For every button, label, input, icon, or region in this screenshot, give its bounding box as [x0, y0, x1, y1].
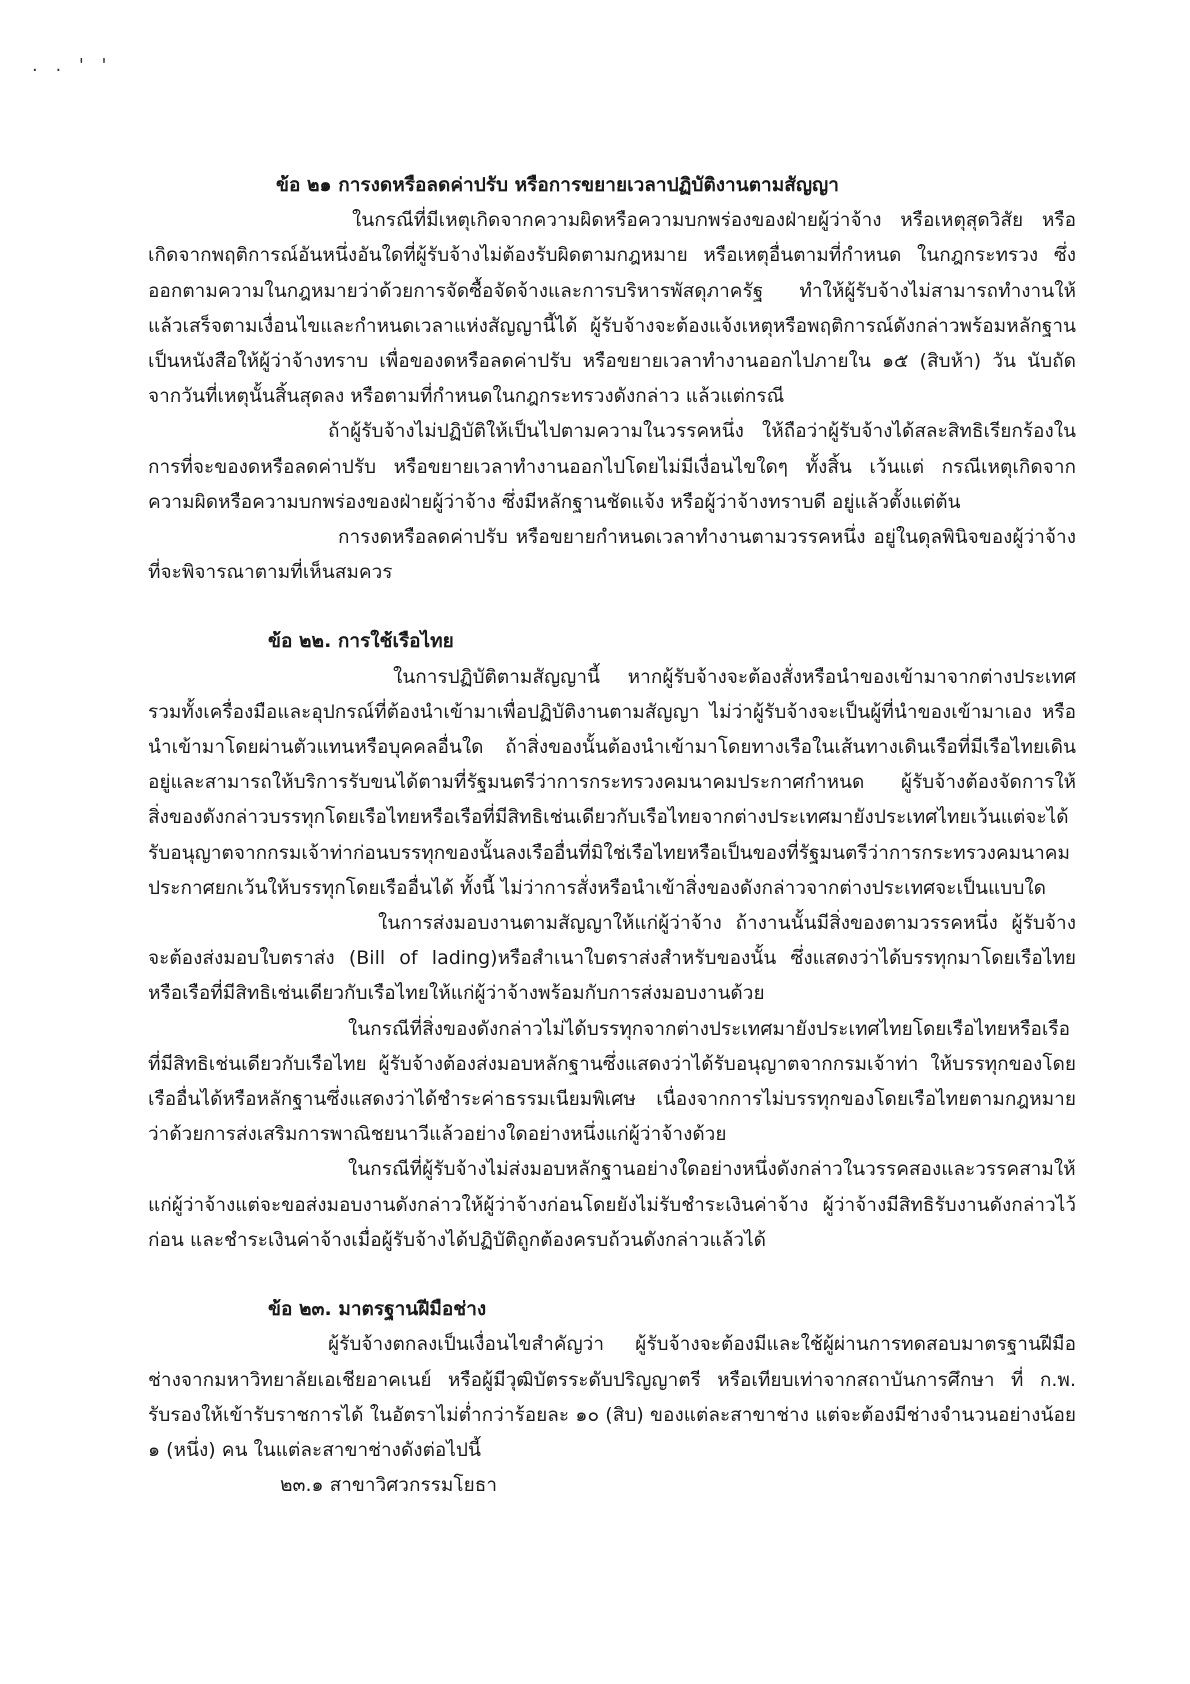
section-22-paragraph-2: ในการส่งมอบงานตามสัญญาให้แก่ผู้ว่าจ้าง ถ้างานนั้นมีสิ่งของตามวรรคหนึ่ง ผู้รับจ้างจะต้องส่งมอบใบตราส่ง (Bill of lading)หรือสำเนาใบตราส่งสำหรับของนั้น ซึ่งแสดงว่าได้บรรทุกมาโดยเรือไทยหรือเรือที่มีสิทธิเช่นเดียวกับเรือไทยให้แก่ผู้ว่าจ้างพร้อมกับการส่งมอบงานด้วย: [148, 912, 1076, 1005]
section-21-heading: ข้อ ๒๑ การงดหรือลดค่าปรับ หรือการขยายเวลาปฏิบัติงานตามสัญญา: [276, 174, 839, 196]
section-21-paragraph-2: ถ้าผู้รับจ้างไม่ปฏิบัติให้เป็นไปตามความในวรรคหนึ่ง ให้ถือว่าผู้รับจ้างได้สละสิทธิเรียกร้องในการที่จะของดหรือลดค่าปรับ หรือขยายเวลาทำงานออกไปโดยไม่มีเงื่อนไขใดๆ ทั้งสิ้น เว้นแต่ กรณีเหตุเกิดจากความผิดหรือความบกพร่องของฝ่ายผู้ว่าจ้าง ซึ่งมีหลักฐานชัดแจ้ง หรือผู้ว่าจ้างทราบดี อยู่แล้วตั้งแต่ต้น: [148, 420, 1076, 513]
section-22-paragraph-1: ในการปฏิบัติตามสัญญานี้ หากผู้รับจ้างจะต้องสั่งหรือนำของเข้ามาจากต่างประเทศ รวมทั้งเครื่องมือและอุปกรณ์ที่ต้องนำเข้ามาเพื่อปฏิบัติงานตามสัญญา ไม่ว่าผู้รับจ้างจะเป็นผู้ที่นำของเข้ามาเอง หรือนำเข้ามาโดยผ่านตัวแทนหรือบุคคลอื่นใด ถ้าสิ่งของนั้นต้องนำเข้ามาโดยทางเรือในเส้นทางเดินเรือที่มีเรือไทยเดินอยู่และสามารถให้บริการรับขนได้ตามที่รัฐมนตรีว่าการกระทรวงคมนาคมประกาศกำหนด ผู้รับจ้างต้องจัดการให้สิ่งของดังกล่าวบรรทุกโดยเรือไทยหรือเรือที่มีสิทธิเช่นเดียวกับเรือไทยจากต่างประเทศมายังประเทศไทยเว้นแต่จะได้รับอนุญาตจากกรมเจ้าท่าก่อนบรรทุกของนั้นลงเรืออื่นที่มิใช่เรือไทยหรือเป็นของที่รัฐมนตรีว่าการกระทรวงคมนาคมประกาศยกเว้นให้บรรทุกโดยเรืออื่นได้ ทั้งนี้ ไม่ว่าการสั่งหรือนำเข้าสิ่งของดังกล่าวจากต่างประเทศจะเป็นแบบใด: [148, 665, 1076, 899]
section-22-paragraph-3: ในกรณีที่สิ่งของดังกล่าวไม่ได้บรรทุกจากต่างประเทศมายังประเทศไทยโดยเรือไทยหรือเรือที่มีสิทธิเช่นเดียวกับเรือไทย ผู้รับจ้างต้องส่งมอบหลักฐานซึ่งแสดงว่าได้รับอนุญาตจากกรมเจ้าท่า ให้บรรทุกของโดยเรืออื่นได้หรือหลักฐานซึ่งแสดงว่าได้ชำระค่าธรรมเนียมพิเศษ เนื่องจากการไม่บรรทุกของโดยเรือไทยตามกฎหมาย ว่าด้วยการส่งเสริมการพาณิชยนาวีแล้วอย่างใดอย่างหนึ่งแก่ผู้ว่าจ้างด้วย: [148, 1017, 1076, 1146]
section-23-heading: ข้อ ๒๓. มาตรฐานฝีมือช่าง: [268, 1298, 487, 1321]
section-22-heading: ข้อ ๒๒. การใช้เรือไทย: [268, 630, 454, 653]
section-23-sub-item: ๒๓.๑ สาขาวิศวกรรมโยธา: [280, 1474, 498, 1497]
section-22-paragraph-4: ในกรณีที่ผู้รับจ้างไม่ส่งมอบหลักฐานอย่างใดอย่างหนึ่งดังกล่าวในวรรคสองและวรรคสามให้แก่ผู้ว่าจ้างแต่จะขอส่งมอบงานดังกล่าวให้ผู้ว่าจ้างก่อนโดยยังไม่รับชำระเงินค่าจ้าง ผู้ว่าจ้างมีสิทธิรับงานดังกล่าวไว้ก่อน และชำระเงินค่าจ้างเมื่อผู้รับจ้างได้ปฏิบัติถูกต้องครบถ้วนดังกล่าวแล้วได้: [148, 1158, 1076, 1251]
section-21-paragraph-1: ในกรณีที่มีเหตุเกิดจากความผิดหรือความบกพร่องของฝ่ายผู้ว่าจ้าง หรือเหตุสุดวิสัย หรือเกิดจากพฤติการณ์อันหนึ่งอันใดที่ผู้รับจ้างไม่ต้องรับผิดตามกฎหมาย หรือเหตุอื่นตามที่กำหนด ในกฎกระทรวง ซึ่งออกตามความในกฎหมายว่าด้วยการจัดซื้อจัดจ้างและการบริหารพัสดุภาครัฐ ทำให้ผู้รับจ้างไม่สามารถทำงานให้แล้วเสร็จตามเงื่อนไขและกำหนดเวลาแห่งสัญญานี้ได้ ผู้รับจ้างจะต้องแจ้งเหตุหรือพฤติการณ์ดังกล่าวพร้อมหลักฐานเป็นหนังสือให้ผู้ว่าจ้างทราบ เพื่อของดหรือลดค่าปรับ หรือขยายเวลาทำงานออกไปภายใน ๑๕ (สิบห้า) วัน นับถัดจากวันที่เหตุนั้นสิ้นสุดลง หรือตามที่กำหนดในกฎกระทรวงดังกล่าว แล้วแต่กรณี: [148, 209, 1076, 408]
document-body: [148, 168, 1076, 1503]
scan-specks: . . ' ': [32, 55, 113, 76]
section-21-paragraph-3: การงดหรือลดค่าปรับ หรือขยายกำหนดเวลาทำงานตามวรรคหนึ่ง อยู่ในดุลพินิจของผู้ว่าจ้างที่จะพิจารณาตามที่เห็นสมควร: [148, 526, 1076, 584]
section-gap: [148, 590, 1076, 624]
section-23-paragraph-1: ผู้รับจ้างตกลงเป็นเงื่อนไขสำคัญว่า ผู้รับจ้างจะต้องมีและใช้ผู้ผ่านการทดสอบมาตรฐานฝีมือช่างจากมหาวิทยาลัยเอเชียอาคเนย์ หรือผู้มีวุฒิบัตรระดับปริญญาตรี หรือเทียบเท่าจากสถาบันการศึกษา ที่ ก.พ. รับรองให้เข้ารับราชการได้ ในอัตราไม่ต่ำกว่าร้อยละ ๑๐ (สิบ) ของแต่ละสาขาช่าง แต่จะต้องมีช่างจำนวนอย่างน้อย ๑ (หนึ่ง) คน ในแต่ละสาขาช่างดังต่อไปนี้: [148, 1333, 1076, 1461]
section-gap: [148, 1258, 1076, 1292]
